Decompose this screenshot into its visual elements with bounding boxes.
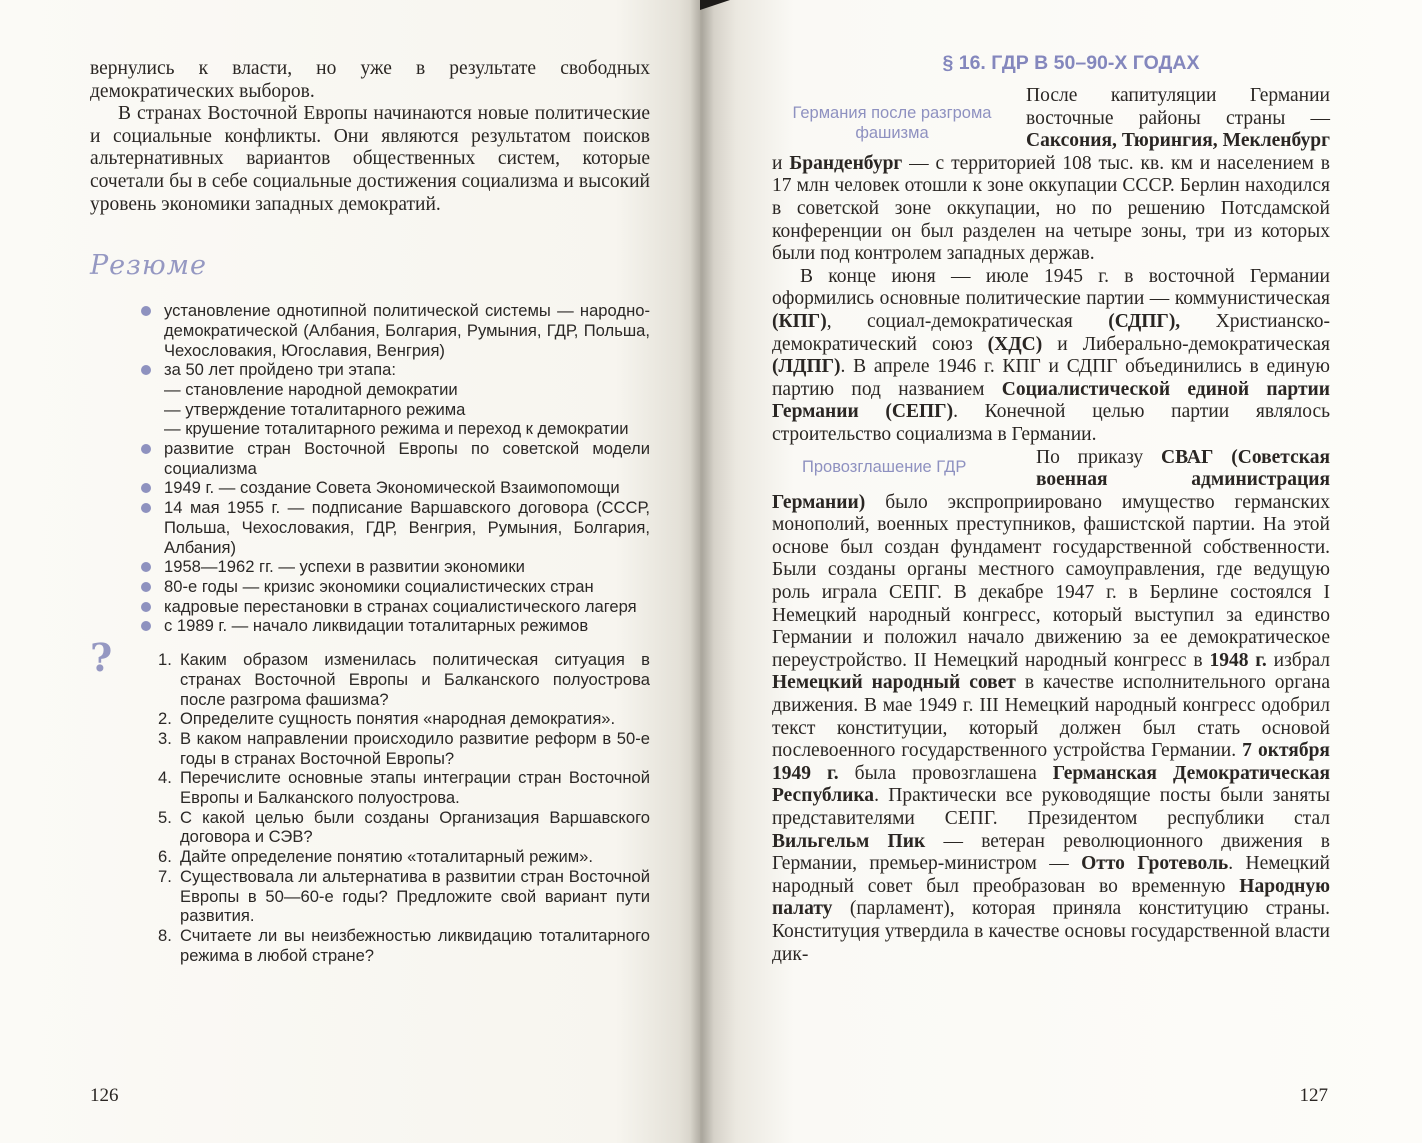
resume-item — [140, 597, 650, 617]
bullet-dot-icon — [141, 602, 151, 612]
resume-item — [140, 301, 650, 360]
resume-item — [140, 577, 650, 597]
resume-item — [140, 616, 650, 636]
question-mark-icon: ? — [90, 635, 113, 681]
bullet-dot-icon — [141, 483, 151, 493]
question-item — [158, 709, 650, 729]
question-text: В каком направлении происходило развитие реформ в 50-е годы в странах Восточной Европы? — [180, 728, 650, 768]
question-number: 7. — [158, 866, 172, 886]
intro-paragraph-2: В странах Восточной Европы начинаются новые политические и социальные конфликты. Они являются результатом поисков альтернативных вариантов общественных систем, которые сочетали бы в себе социальные достижения социализма и высокий уровень экономики западных демократий. — [90, 103, 650, 215]
bullet-dot-icon — [141, 621, 151, 631]
question-text: Считаете ли вы неизбежностью ликвидацию тоталитарного режима в любой стране? — [180, 925, 650, 965]
right-page — [700, 0, 1422, 1143]
resume-item-text: установление однотипной политической системы — народно-демократической (Албания, Болгария, Румыния, ГДР, Польша, Чехословакия, Югославия, Венгрия) — [164, 301, 650, 360]
question-number: 3. — [158, 728, 172, 748]
resume-item — [140, 419, 650, 439]
right-body — [772, 85, 1330, 966]
paragraph-2: В конце июня — июле 1945 г. в восточной Германии оформились основные политические партии — коммунистическая (КПГ), социал-демократическая (СДПГ), Христианско-демократический союз (ХДС) и Либерально-демократическая (ЛДПГ). В апреле 1946 г. КПГ и СДПГ объединились в единую партию под названием Социалистической единой партии Германии (СЕПГ). Конечной целью партии являлось строительство социализма в Германии. — [772, 265, 1330, 445]
question-number: 1. — [158, 650, 172, 670]
resume-item — [140, 400, 650, 420]
question-item — [158, 926, 650, 965]
margin-note-gdr-proclamation: Провозглашение ГДР — [802, 457, 967, 476]
paragraph-3: По приказу СВАГ (Советская военная администрация Германии) было экспроприировано имущество германских монополий, военных преступников, фашистской партии. На этой основе был создан фундамент государственной собственности. Были созданы органы местного самоуправления, где ведущую роль играла СЕПГ. В декабре 1947 г. в Берлине состоялся I Немецкий народный конгресс, который выступил за единство Германии и положил начало движению за ее демократическое переустройство. II Немецкий народный конгресс в 1948 г. избрал Немецкий народный совет в качестве исполнительного органа движения. В мае 1949 г. III Немецкий народный конгресс одобрил текст конституции, который должен был стать основой послевоенного государственного устройства Германии. 7 октября 1949 г. была провозглашена Германская Демократическая Республика. Практически все руководящие посты были заняты представителями СЕПГ. Президентом республики стал Вильгельм Пик — ветеран революционного движения в Германии, премьер-министром — Отто Гротеволь. Немецкий народный совет был преобразован во временную Народную палату (парламент), которая приняла конституцию страны. Конституция утвердила в качестве основы государственной власти дик- — [772, 446, 1331, 965]
question-item — [158, 808, 650, 847]
resume-item — [140, 557, 650, 577]
page-number-left: 126 — [90, 1085, 119, 1106]
question-text: Каким образом изменилась политическая ситуация в странах Восточной Европы и Балканского полуострова после разгрома фашизма? — [180, 650, 650, 709]
paragraph-1: После капитуляции Германии восточные районы страны — Саксония, Тюрингия, Мекленбург и Бранденбург — с территорией 108 тыс. кв. км и населением в 17 млн человек отошли к зоне оккупации СССР. Берлин находился в советской зоне оккупации, но по решению Потсдамской конференции он был разделен на четыре зоны, три из которых были под контролем западных держав. — [772, 85, 1330, 265]
question-item — [158, 768, 650, 807]
questions-list — [90, 635, 650, 965]
page-number-right: 127 — [1299, 1085, 1328, 1106]
question-number: 8. — [158, 925, 172, 945]
bullet-dot-icon — [141, 444, 151, 454]
question-number: 2. — [158, 709, 172, 729]
resume-item — [140, 360, 650, 380]
resume-item-text: за 50 лет пройдено три этапа: — [164, 360, 396, 380]
section-title: § 16. ГДР В 50–90-Х ГОДАХ — [942, 52, 1200, 74]
resume-item-text: 1958—1962 гг. — успехи в развитии экономики — [164, 557, 525, 577]
resume-item-text: — становление народной демократии — [164, 379, 458, 399]
resume-item — [140, 380, 650, 400]
resume-item-text: кадровые перестановки в странах социалистического лагеря — [164, 596, 637, 616]
resume-heading: Резюме — [90, 250, 208, 282]
resume-item-text: 1949 г. — создание Совета Экономической Взаимопомощи — [164, 478, 620, 498]
resume-list — [90, 301, 650, 636]
left-page — [0, 0, 700, 1143]
question-text: Дайте определение понятию «тоталитарный режим». — [180, 847, 593, 867]
question-number: 4. — [158, 768, 172, 788]
bullet-dot-icon — [141, 582, 151, 592]
bullet-dot-icon — [141, 365, 151, 375]
question-item — [158, 847, 650, 867]
bullet-dot-icon — [141, 306, 151, 316]
resume-item-text: 14 мая 1955 г. — подписание Варшавского договора (СССР, Польша, Чехословакия, ГДР, Венгрия, Румыния, Болгария, Албания) — [164, 498, 650, 557]
question-text: Перечислите основные этапы интеграции стран Восточной Европы и Балканского полуострова. — [180, 768, 650, 808]
question-number: 6. — [158, 847, 172, 867]
question-text: Определите сущность понятия «народная демократия». — [180, 709, 616, 729]
resume-item-text: — утверждение тоталитарного режима — [164, 399, 466, 419]
book-gutter — [690, 0, 714, 1143]
resume-item-text: с 1989 г. — начало ликвидации тоталитарных режимов — [164, 616, 589, 636]
question-item — [158, 650, 650, 709]
question-number: 5. — [158, 807, 172, 827]
question-text: Существовала ли альтернатива в развитии стран Восточной Европы в 50—60-е годы? Предложите свой вариант пути развития. — [180, 866, 650, 926]
questions-block — [90, 635, 650, 965]
bullet-dot-icon — [141, 562, 151, 572]
resume-item-text: 80-е годы — кризис экономики социалистических стран — [164, 577, 594, 596]
resume-item-text: развитие стран Восточной Европы по советской модели социализма — [164, 439, 650, 478]
resume-item-text: — крушение тоталитарного режима и переход к демократии — [164, 419, 629, 439]
resume-item — [140, 478, 650, 498]
resume-item — [140, 498, 650, 557]
resume-item — [140, 439, 650, 478]
bullet-dot-icon — [141, 503, 151, 513]
question-item — [158, 729, 650, 768]
left-intro — [90, 58, 650, 216]
question-text: С какой целью были созданы Организация Варшавского договора и СЭВ? — [180, 807, 650, 847]
intro-paragraph-1: вернулись к власти, но уже в результате свободных демократических выборов. — [90, 58, 650, 102]
question-item — [158, 867, 650, 926]
margin-note-germany-after-defeat: Германия после разгрома фашизма — [792, 104, 992, 142]
